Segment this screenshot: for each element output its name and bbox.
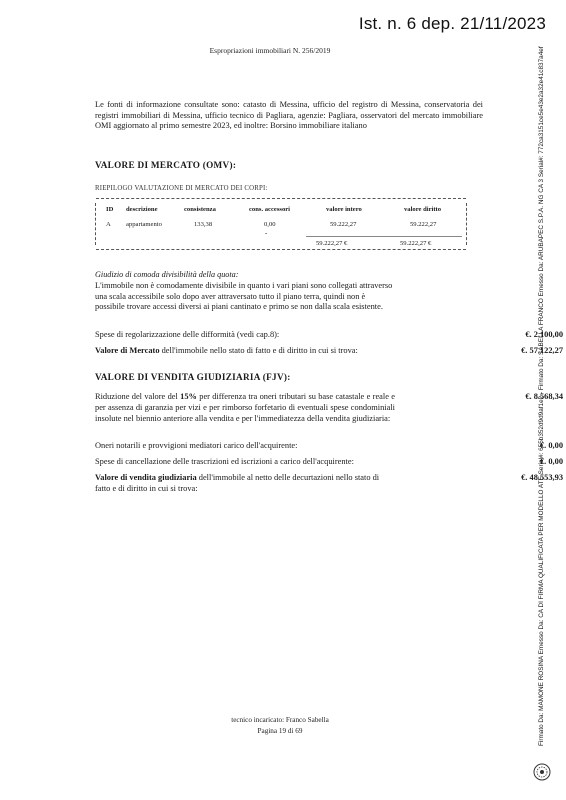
valore-vendita-label-rest: dell'immobile al netto delle decurtazioni nello stato di fatto e di diritto in cui si trova: <box>95 473 380 493</box>
totals-rule <box>306 236 462 237</box>
table-right-border <box>466 203 467 245</box>
intro-block <box>95 100 483 132</box>
valore-mercato-label-bold: Valore di Mercato <box>95 346 160 355</box>
col-header-accessori: cons. accessori <box>249 206 291 213</box>
deposit-stamp: Ist. n. 6 dep. 21/11/2023 <box>358 14 546 33</box>
cell-descrizione: appartamento <box>126 221 162 228</box>
oneri-label: Oneri notarili e provvigioni mediatori carico dell'acquirente: <box>95 441 298 450</box>
riduzione-text-b: per differenza tra oneri tributari su base catastale e reale e per assenza di garanzia per vizi e per rimborso forfetario di eventuali spese condominiali insolute nel biennio anteriore alla vendita e per l'immediatezza della vendita giudiziaria: <box>95 392 395 423</box>
page-header: Espropriazioni immobiliari N. 256/2019 <box>209 46 331 55</box>
cell-id: A <box>106 221 111 228</box>
valore-vendita-label-bold: Valore di vendita giudiziaria <box>95 473 197 482</box>
cell-accessori: 0,00 <box>264 221 276 228</box>
divisibilita-title: Giudizio di comoda divisibilità della quota: <box>95 270 239 279</box>
cell-valore-diritto: 59.222,27 <box>410 221 437 228</box>
fjv-heading: VALORE DI VENDITA GIUDIZIARIA (FJV): <box>95 372 291 382</box>
riduzione-label <box>95 392 395 424</box>
spese-regolarizzazione-value: €. 2.100,00 <box>525 330 563 339</box>
valore-vendita-value: €. 48.553,93 <box>521 473 563 482</box>
col-header-consistenza: consistenza <box>184 206 216 213</box>
valore-mercato-value: €. 57.122,27 <box>521 346 563 355</box>
riepilogo-title: RIEPILOGO VALUTAZIONE DI MERCATO DEI CORPI: <box>95 185 268 192</box>
total-valore-diritto: 59.222,27 € <box>400 240 432 247</box>
col-header-valore-intero: valore intero <box>326 206 362 213</box>
signature-seal-icon <box>532 762 552 782</box>
footer-pagina: Pagina 19 di 69 <box>257 727 303 735</box>
digital-signature-text: Firmato Da: MAMONE ROSINA Emesso Da: CA DI FIRMA QUALIFICATA PER MODELLO ATE Serial#: 655b352d9d9af1e2 - Firmato Da: SABELLA FRANCO Emesso Da: ARUBAPEC S.P.A. NG CA 3 Serial#: 772ca3151ce5e43e2a32e41c837a4ef <box>538 46 545 746</box>
cancellazione-label: Spese di cancellazione delle trascrizioni ed iscrizioni a carico dell'acquirente: <box>95 457 354 466</box>
spese-regolarizzazione-label: Spese di regolarizzazione delle difformità (vedi cap.8): <box>95 330 280 339</box>
col-header-valore-diritto: valore diritto <box>404 206 442 213</box>
divisibilita-text: L'immobile non è comodamente divisibile in quanto i vari piani sono collegati attraverso una scala accessibile solo dopo aver attraversato tutto il piano terra, quindi non è possibile trovare accessi diversi ai piani cantinato e primo se non dalla scala esistente. <box>95 281 393 312</box>
cell-consistenza: 133,38 <box>194 221 213 228</box>
cancellazione-value: €. 0,00 <box>539 457 563 466</box>
valore-mercato-label-rest: dell'immobile nello stato di fatto e di diritto in cui si trova: <box>159 346 358 355</box>
col-header-descrizione: descrizione <box>126 206 158 213</box>
cell-valore-intero: 59.222,27 <box>330 221 357 228</box>
total-valore-intero: 59.222,27 € <box>316 240 348 247</box>
riduzione-value: €. 8.568,34 <box>525 392 563 401</box>
oneri-value: €. 0,00 <box>539 441 563 450</box>
intro-paragraph: Le fonti di informazione consultate sono: catasto di Messina, ufficio del registro di Messina, conservatoria dei registri immobiliari di Messina, ufficio tecnico di Pagliara, agenzie: Pagliara, osservatori del mercato immobiliare OMI aggiornato al primo semestre 2023, ed inoltre: Borsino immobiliare italiano <box>95 100 483 131</box>
col-header-id: ID <box>106 206 114 213</box>
riduzione-text-a: Riduzione del valore del <box>95 392 181 401</box>
valore-mercato-label <box>95 346 395 357</box>
riduzione-percent: 15% <box>180 392 197 401</box>
footer-tecnico: tecnico incaricato: Franco Sabella <box>231 716 329 724</box>
valore-vendita-label <box>95 473 395 495</box>
accessori-dash: - <box>265 229 268 237</box>
table-left-border <box>95 203 96 245</box>
omv-heading: VALORE DI MERCATO (OMV): <box>95 160 237 170</box>
